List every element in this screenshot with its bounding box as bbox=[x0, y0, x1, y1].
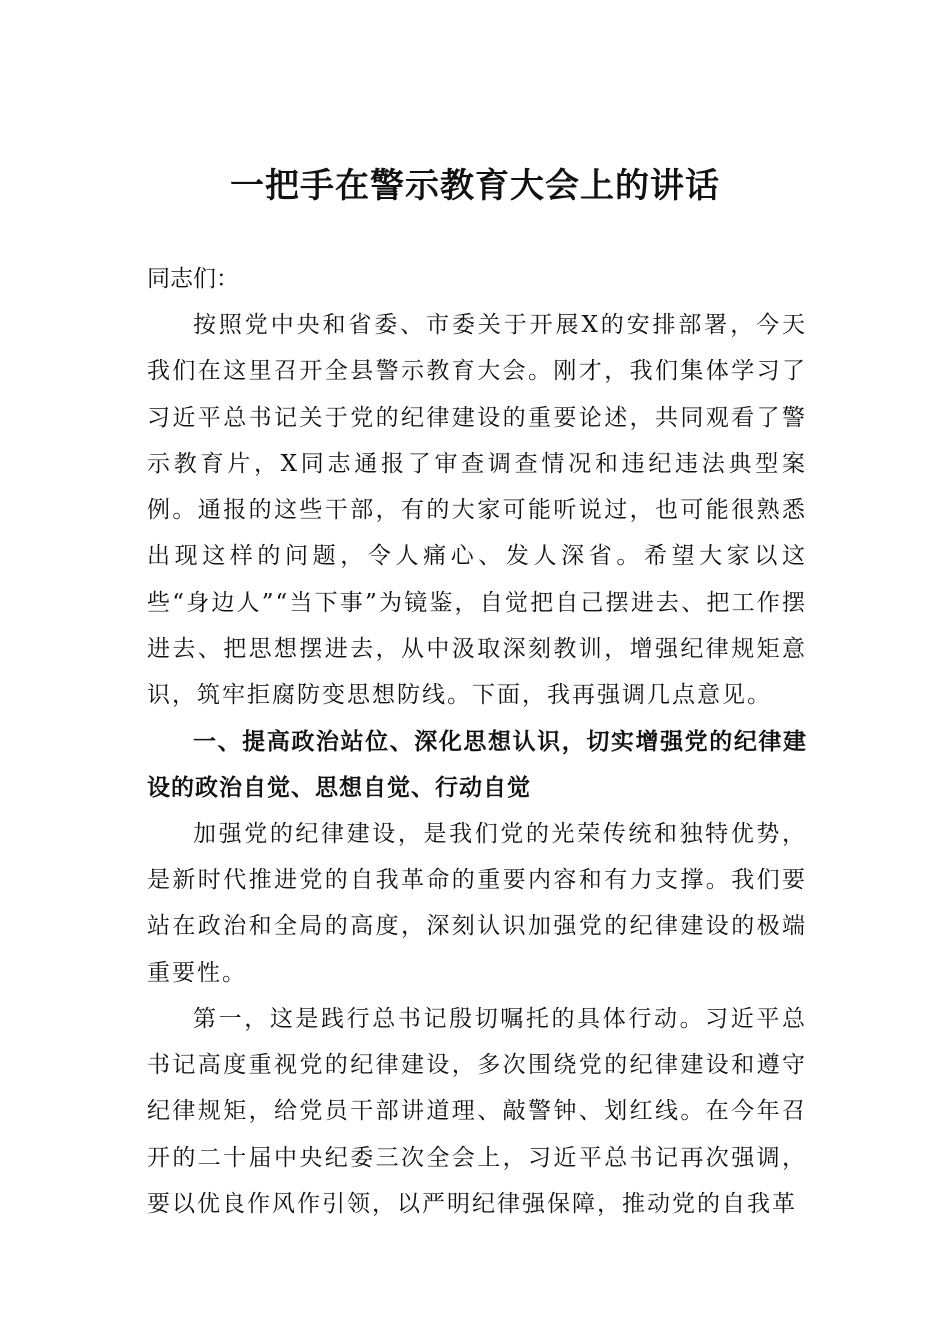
document-body bbox=[147, 256, 807, 1227]
greeting: 同志们： bbox=[147, 266, 239, 292]
intro-paragraph: 按照党中央和省委、市委关于开展X的安排部署，今天我们在这里召开全县警示教育大会。刚才，我们集体学习了习近平总书记关于党的纪律建设的重要论述，共同观看了警示教育片，X同志通报了审查调查情况和违纪违法典型案例。通报的这些干部，有的大家可能听说过，也可能很熟悉出现这样的问题，令人痛心、发人深省。希望大家以这些“身边人”“当下事”为镜鉴，自觉把自己摆进去、把工作摆进去、把思想摆进去，从中汲取深刻教训，增强纪律规矩意识，筑牢拒腐防变思想防线。下面，我再强调几点意见。 bbox=[147, 312, 807, 709]
section1-paragraph-1: 加强党的纪律建设，是我们党的光荣传统和独特优势，是新时代推进党的自我革命的重要内容和有力支撑。我们要站在政治和全局的高度，深刻认识加强党的纪律建设的极端重要性。 bbox=[147, 820, 807, 986]
section-heading-1: 一、提高政治站位、深化思想认识，切实增强党的纪律建设的政治自觉、思想自觉、行动自觉 bbox=[147, 728, 807, 801]
document-title: 一把手在警示教育大会上的讲话 bbox=[230, 166, 720, 206]
section1-paragraph-2: 第一，这是践行总书记殷切嘱托的具体行动。习近平总书记高度重视党的纪律建设，多次围绕党的纪律建设和遵守纪律规矩，给党员干部讲道理、敲警钟、划红线。在今年召开的二十届中央纪委三次全会上，习近平总书记再次强调，要以优良作风作引领，以严明纪律强保障，推动党的自我革 bbox=[147, 1005, 807, 1218]
